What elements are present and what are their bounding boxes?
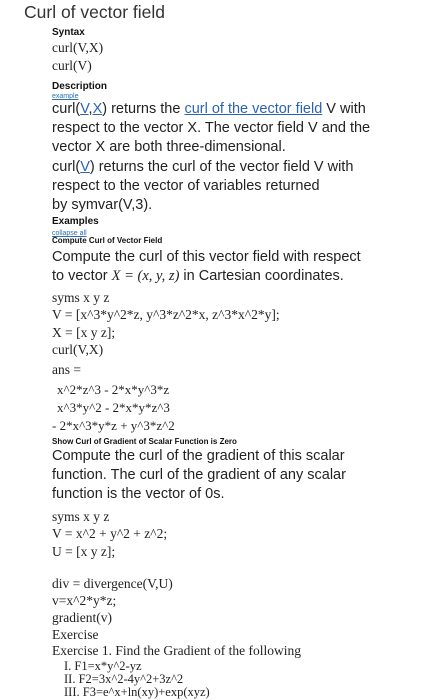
extra-line: v=x^2*y*z;	[52, 593, 117, 608]
description-heading: Description	[52, 81, 108, 92]
example-1-code-line: V = [x^3*y^2*z, y^3*z^2*x, z^3*x^2*y];	[52, 307, 280, 322]
example-2-code-line: V = x^2 + y^2 + z^2;	[52, 526, 168, 541]
ans-line: - 2*x^3*y*z + y^3*z^2	[52, 418, 175, 433]
example-2-text-line: Compute the curl of the gradient of this scalar	[52, 448, 345, 464]
description-paragraph-1-line-1: curl(V,X) returns the curl of the vector field V with	[52, 101, 366, 117]
example-1-text-line-1: Compute the curl of this vector field with respect	[52, 249, 361, 265]
example-2-heading[interactable]: Show Curl of Gradient of Scalar Function is Zero	[52, 437, 237, 446]
exercise-heading: Exercise	[52, 627, 99, 642]
syntax-line: curl(V)	[52, 58, 92, 73]
exercise-item: II. F2=3x^2-4y^2+3z^2	[64, 672, 184, 686]
example-2-text-line: function is the vector of 0s.	[52, 486, 225, 502]
example-1-heading[interactable]: Compute Curl of Vector Field	[52, 236, 163, 245]
link-curl-of-vector-field[interactable]: curl of the vector field	[184, 101, 323, 117]
exercise-item: I. F1=x*y^2-yz	[64, 659, 142, 673]
link-v[interactable]: V	[80, 101, 89, 117]
link-x[interactable]: X	[92, 101, 103, 117]
syntax-line: curl(V,X)	[52, 40, 104, 55]
example-link[interactable]: example	[52, 93, 79, 100]
example-2-code-line: syms x y z	[52, 509, 110, 524]
syntax-heading: Syntax	[52, 27, 85, 38]
math-x-vector: X = (x, y, z)	[111, 268, 180, 284]
example-1-code-line: syms x y z	[52, 290, 110, 305]
example-1-text-line-2: to vector X = (x, y, z) in Cartesian coordinates.	[52, 268, 344, 284]
example-1-code-line: X = [x y z];	[52, 325, 116, 340]
exercise-prompt: Exercise 1. Find the Gradient of the following	[52, 643, 301, 658]
example-1-code-line: curl(V,X)	[52, 342, 104, 357]
example-2-text-line: function. The curl of the gradient of any scalar	[52, 467, 346, 483]
extra-line: gradient(v)	[52, 610, 112, 625]
example-2-code-line: U = [x y z];	[52, 544, 116, 559]
description-paragraph-2-line-1: curl(V) returns the curl of the vector field V with	[52, 159, 354, 175]
description-paragraph-2-line-2: respect to the vector of variables returned	[52, 178, 320, 194]
exercise-item: III. F3=e^x+ln(xy)+exp(xyz)	[64, 685, 210, 699]
ans-label: ans =	[52, 362, 81, 377]
extra-line: div = divergence(V,U)	[52, 576, 173, 591]
examples-heading: Examples	[52, 216, 99, 227]
description-paragraph-1-line-3: vector X are both three-dimensional.	[52, 139, 286, 155]
page-title: Curl of vector field	[24, 2, 166, 22]
ans-line: x^3*y^2 - 2*x*y*z^3	[57, 400, 170, 415]
link-v[interactable]: V	[80, 159, 90, 175]
ans-line: x^2*z^3 - 2*x*y^3*z	[57, 382, 170, 397]
description-paragraph-2-line-3: by symvar(V,3).	[52, 197, 153, 213]
description-paragraph-1-line-2: respect to the vector X. The vector field V and the	[52, 120, 371, 136]
collapse-all-link[interactable]: collapse all	[52, 230, 87, 237]
